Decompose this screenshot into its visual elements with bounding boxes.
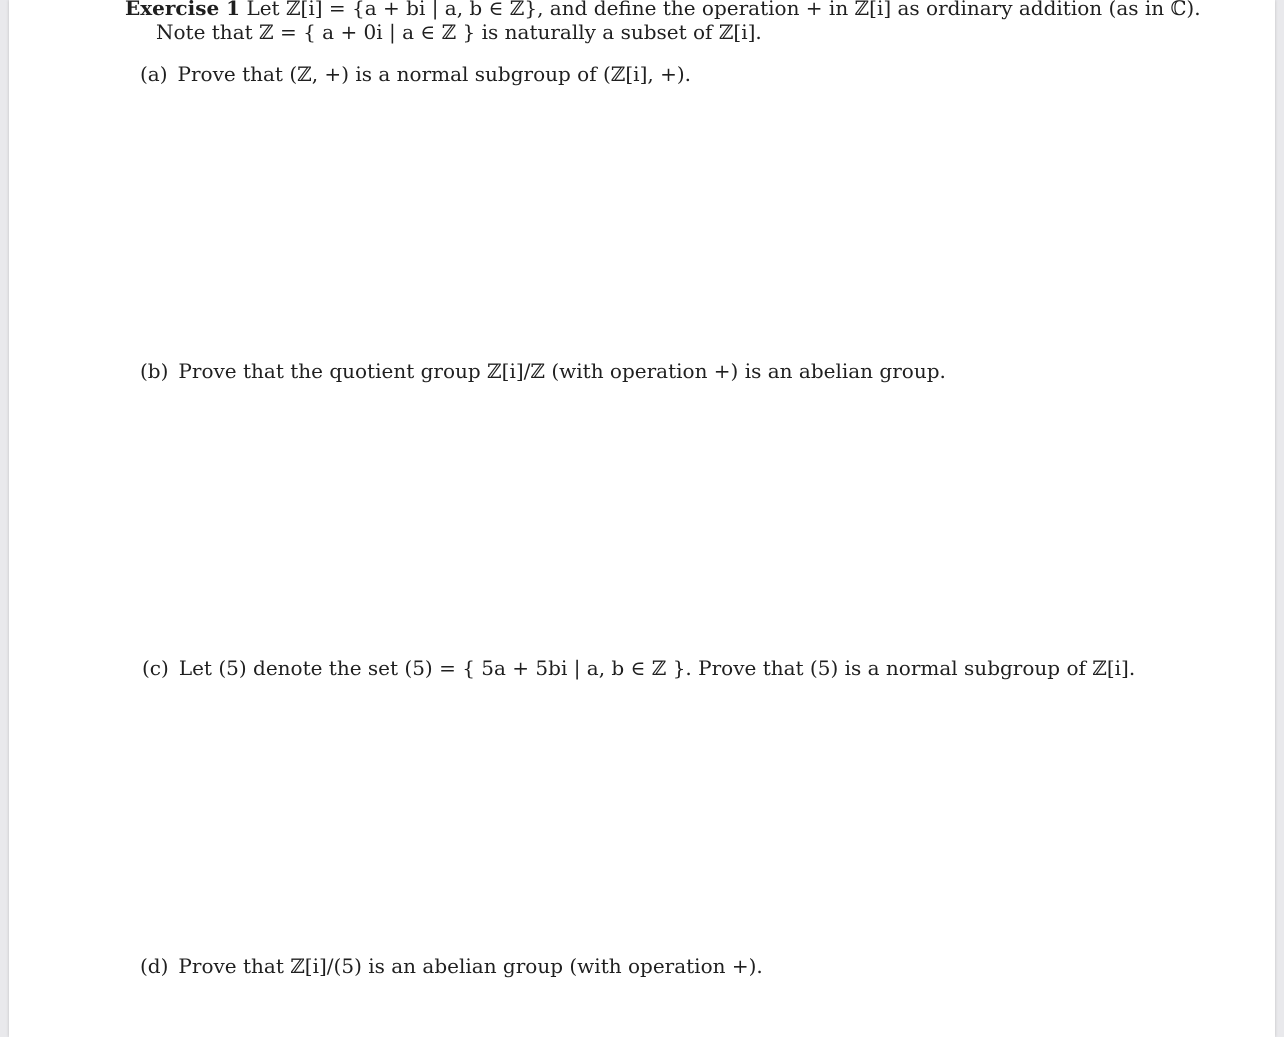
exercise-heading-line xyxy=(125,0,1201,20)
part-a-text: Prove that (ℤ, +) is a normal subgroup of (ℤ[i], +). xyxy=(177,62,692,86)
exercise-title: Exercise 1 xyxy=(125,0,241,20)
part-c-text: Let (5) denote the set (5) = { 5a + 5bi | a, b ∈ ℤ }. Prove that (5) is a normal subgroup of ℤ[i]. xyxy=(178,656,1136,680)
part-c-label: (c) xyxy=(142,656,169,680)
part-d-label: (d) xyxy=(140,954,169,978)
part-b-label: (b) xyxy=(140,359,169,383)
part-c xyxy=(142,656,1135,680)
part-d-text: Prove that ℤ[i]/(5) is an abelian group (with operation +). xyxy=(178,954,763,978)
part-a xyxy=(140,62,691,86)
document-page xyxy=(9,0,1275,1037)
part-a-label: (a) xyxy=(140,62,168,86)
part-b-text: Prove that the quotient group ℤ[i]/ℤ (with operation +) is an abelian group. xyxy=(178,359,946,383)
exercise-intro-1: Let ℤ[i] = {a + bi | a, b ∈ ℤ}, and define the operation + in ℤ[i] as ordinary addition (as in ℂ). xyxy=(246,0,1201,20)
part-d xyxy=(140,954,763,978)
exercise-intro-2: Note that ℤ = { a + 0i | a ∈ ℤ } is naturally a subset of ℤ[i]. xyxy=(156,20,762,44)
part-b xyxy=(140,359,946,383)
